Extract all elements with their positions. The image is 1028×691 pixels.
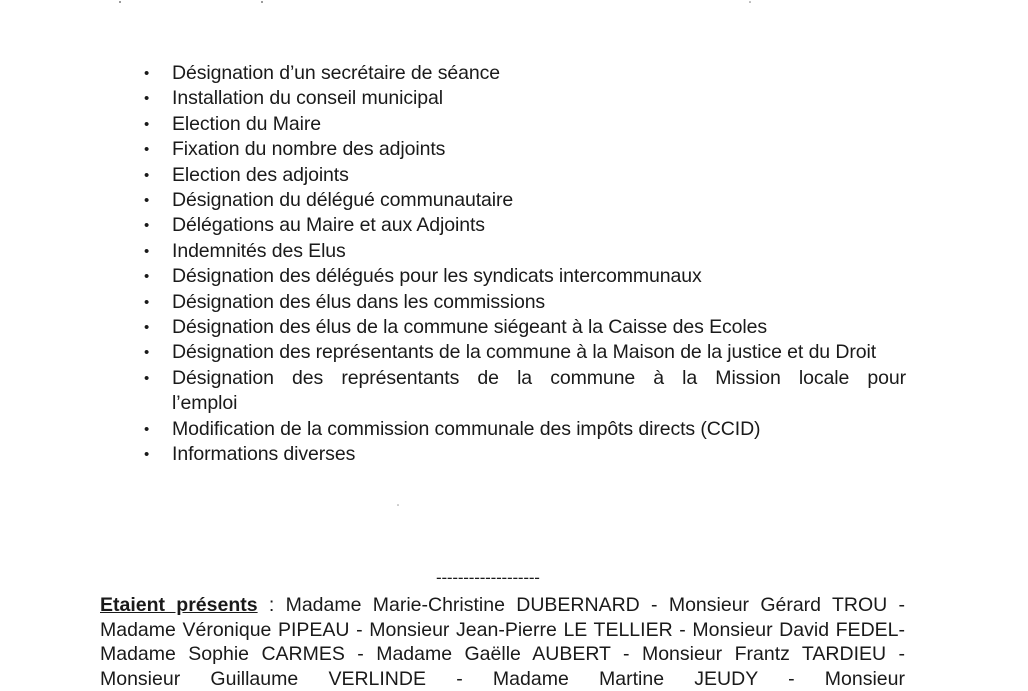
agenda-item-text: Délégations au Maire et aux Adjoints [172, 214, 485, 237]
bullet-icon: • [144, 319, 150, 337]
agenda-item [140, 213, 906, 238]
agenda-item [140, 188, 906, 213]
agenda-item-text: Désignation d’un secrétaire de séance [172, 62, 501, 84]
scan-speck [397, 504, 399, 506]
agenda-item [140, 315, 906, 340]
bullet-icon: • [144, 268, 150, 286]
agenda-item-text: Désignation des représentants de la commune à la Maison de la justice et du Droit [172, 341, 877, 364]
attendance-text: : Madame Marie-Christine DUBERNARD - Monsieur Gérard TROU - Madame Véronique PIPEAU - Monsieur Jean-Pierre LE TELLIER - Monsieur David FEDEL- Madame Sophie CARMES - Madame Gaëlle AUBERT - Monsieur Frantz TARDIEU - Monsieur Guillaume VERLINDE - Madame Martine JEUDY - Monsieur [100, 594, 905, 690]
scan-speck [749, 1, 751, 3]
bullet-icon: • [144, 115, 150, 133]
agenda-item-text: Désignation des élus de la commune siégeant à la Caisse des Ecoles [172, 316, 767, 339]
agenda-item-text: Election du Maire [172, 112, 321, 135]
agenda-item-text: Modification de la commission communale des impôts directs (CCID) [172, 417, 761, 440]
agenda-item [140, 163, 906, 188]
agenda-item [140, 264, 906, 289]
agenda-item [140, 366, 906, 417]
agenda-item-text: Informations diverses [172, 443, 356, 466]
section-separator: ------------------- [436, 568, 540, 587]
bullet-icon: • [144, 446, 150, 464]
bullet-icon: • [144, 217, 150, 235]
bullet-icon: • [144, 242, 150, 260]
agenda-item-text: Désignation du délégué communautaire [172, 189, 514, 212]
bullet-icon: • [144, 90, 150, 108]
agenda-item [140, 86, 906, 111]
scan-speck [261, 1, 263, 3]
agenda-item [140, 61, 906, 86]
agenda-item [140, 340, 906, 365]
bullet-icon: • [144, 192, 150, 210]
agenda-item-text: Indemnités des Elus [172, 239, 346, 262]
bullet-icon: • [144, 141, 150, 159]
agenda-item [140, 442, 906, 467]
agenda-item-text: Installation du conseil municipal [172, 87, 443, 110]
agenda-item [140, 417, 906, 442]
agenda-item-text: Fixation du nombre des adjoints [172, 138, 446, 161]
agenda-item-text: Désignation des délégués pour les syndicats intercommunaux [172, 265, 702, 288]
bullet-icon: • [144, 369, 150, 387]
agenda-item-text: Election des adjoints [172, 163, 349, 186]
agenda-item-text: Désignation des élus dans les commissions [172, 290, 546, 313]
bullet-icon: • [144, 420, 150, 438]
attendance-paragraph [100, 593, 905, 691]
agenda-item [140, 290, 906, 315]
agenda-item [140, 137, 906, 162]
agenda-item [140, 112, 906, 137]
bullet-icon: • [144, 166, 150, 184]
bullet-icon: • [144, 293, 150, 311]
scan-speck [119, 1, 121, 3]
agenda-item [140, 239, 906, 264]
bullet-icon: • [144, 65, 150, 82]
attendance-label: Etaient présents [100, 594, 258, 616]
agenda-list [140, 61, 920, 468]
agenda-item-text: Désignation des représentants de la commune à la Mission locale pour l’emploi [172, 366, 906, 415]
bullet-icon: • [144, 344, 150, 362]
